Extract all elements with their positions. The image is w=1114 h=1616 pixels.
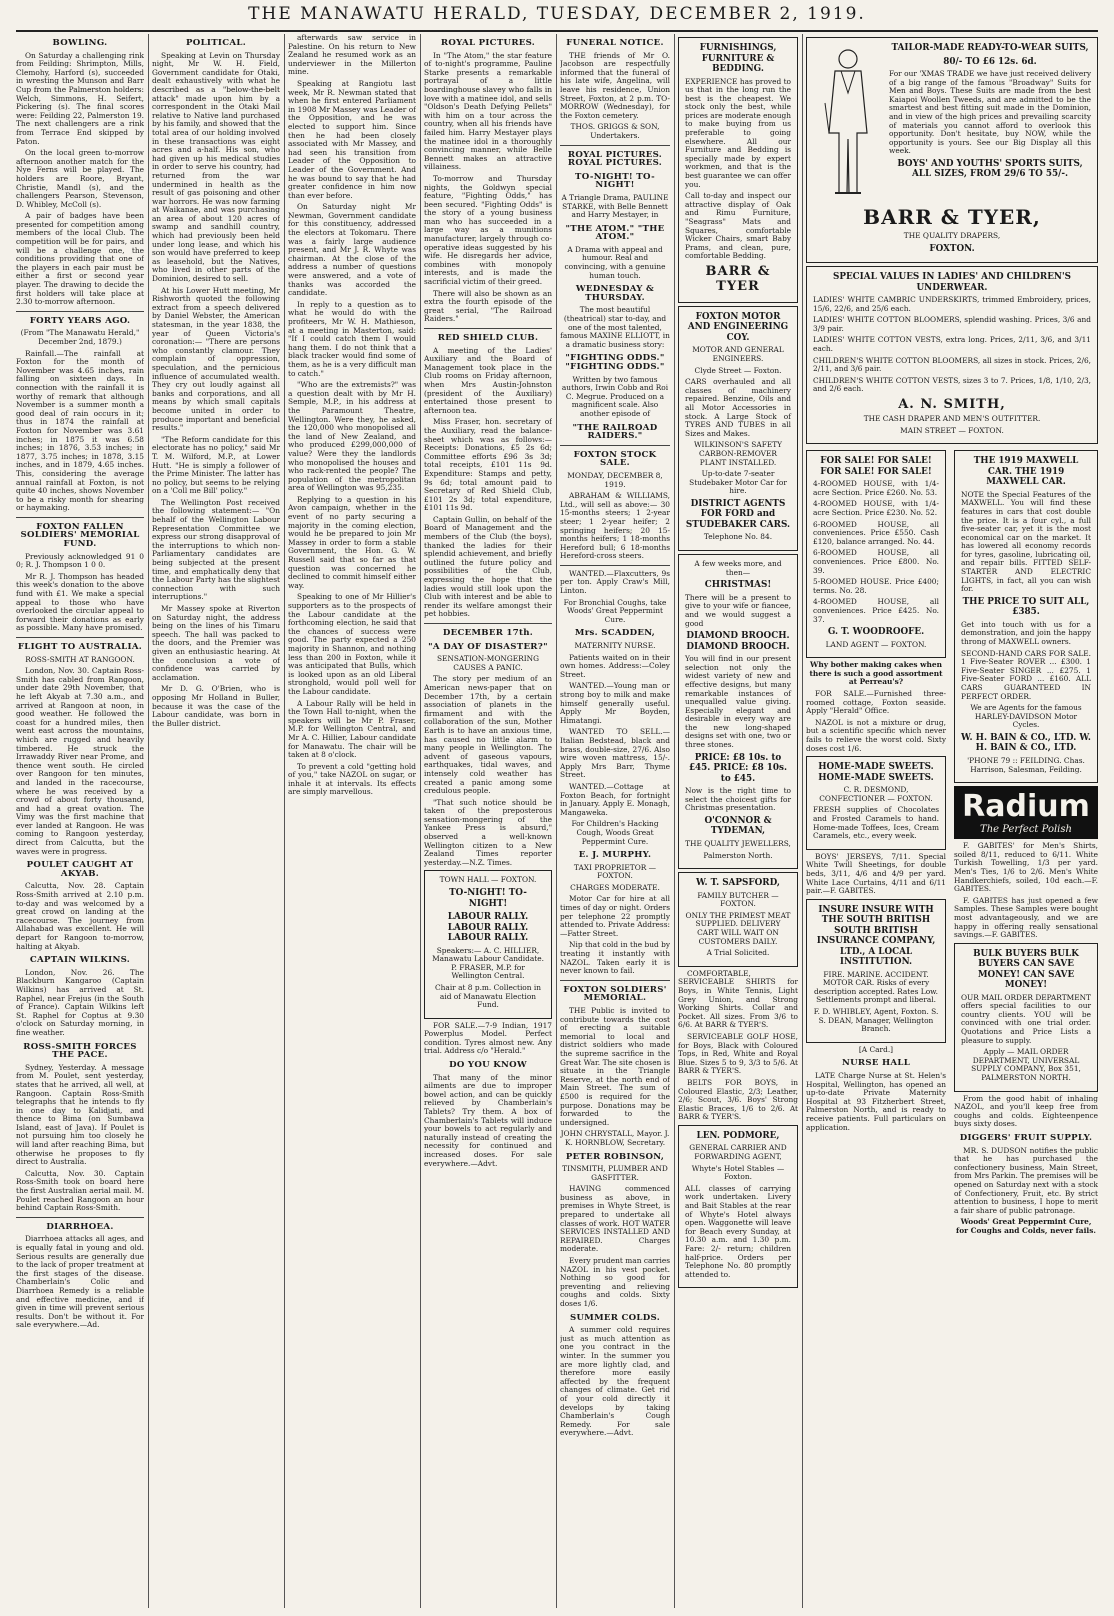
ad-paragraph: LADIES' WHITE COTTON VESTS, extra long. Prices, 2/11, 3/6, and 3/11 each. (813, 335, 1091, 354)
heading-red-shield: RED SHIELD CLUB. (437, 333, 539, 343)
heading-forty-years: FORTY YEARS AGO. (29, 315, 131, 326)
ad-signature: BARR & TYER (705, 263, 771, 294)
divider (16, 637, 144, 638)
ad-line: Up-to-date 7-seater Studebaker Motor Car for hire. (689, 469, 787, 496)
article-paragraph: A Labour Rally will be held in the Town Hall to-night, when the speakers will be Mr P. Fraser, M.P. for Wellington Central, and Mr A. C. Hillier, Labour candidate for Manawatu. The chair will be taken at 8 o'clock. (288, 698, 416, 760)
ad-line: Whyte's Hotel Stables — Foxton. (691, 1163, 785, 1182)
houses-for-sale-ad (806, 450, 946, 658)
article-paragraph: On the local green to-morrow afternoon another match for the Nye Ferns will be played. The holders are Roore, Bryant, Christie, Mandl (s), and the challengers Pearson, Stevenson, D. Whibley, McColl (s). (16, 148, 144, 209)
insurance-ad (806, 899, 946, 1043)
ad-paragraph: LADIES' WHITE COTTON BLOOMERS, splendid washing. Prices, 3/6 and 3/9 pair. (813, 315, 1091, 333)
subheading: SENSATION-MONGERING CAUSES A PANIC. (436, 654, 540, 672)
ad-title: FOXTON MOTOR AND ENGINEERING COY. (687, 311, 789, 343)
ad-title: W. T. SAPSFORD, (696, 878, 780, 889)
heading-robinson: PETER ROBINSON, (565, 1151, 665, 1162)
ad-paragraph: Motor Car for hire at all times of day or night. Orders per telephone 22 promptly attended to. Private Address:—Fatter Street. (560, 894, 670, 938)
divider (16, 517, 144, 518)
subheading: (From "The Manawatu Herald," December 2nd, 1879.) (20, 328, 140, 346)
ad-title: LEN. PODMORE, (696, 1130, 780, 1141)
column-8 (954, 447, 1098, 1238)
masthead-rule (16, 30, 1098, 32)
article-paragraph: Speaking at Rangiotu last week, Mr R. Newman stated that when he first entered Parliament in 1908 Mr Massey was Leader of the Opposition, and he was elected to support him. Since then he had been closely associated with Mr Massey, and had seen his transition from Leader of the Opposition to Leader of the Government. And he was bound to say that he had greater confidence in him now than ever before. (288, 78, 416, 200)
ad-title: DISTRICT AGENTS FOR FORD and STUDEBAKER CARS. (685, 498, 791, 530)
ad-paragraph: 5-ROOMED HOUSE. Price £400; terms. No. 28. (813, 577, 939, 595)
article-paragraph: To prevent a cold "getting hold of you," take NAZOL on sugar, or inhale it at intervals. Its effects are simply marvellous. (288, 761, 416, 797)
classified-ad: WANTED.—Cottage at Foxton Beach, for fortnight in January. Apply E. Monagh, Mangaweka. (560, 781, 670, 817)
ad-signature: A. N. SMITH, (898, 397, 1006, 413)
column-rule (420, 34, 421, 1608)
article-paragraph: Calcutta, Nov. 30. Captain Ross-Smith took on board here the first Australian aerial mail. M. Poulet reached Rangoon an hour behind Captain Ross-Smith. (16, 1168, 144, 1213)
article-paragraph: "That such notice should be taken of the preposterous sensation-mongering of the Yankee Press is absurd," observed a well-known Wellington citizen to a New Zealand Times reporter yesterday.—N.Z. Times. (424, 797, 552, 867)
ad-line: ONLY THE PRIMEST MEAT SUPPLIED. DELIVERY CART WILL WAIT ON CUSTOMERS DAILY. (685, 910, 791, 946)
suited-man-illustration (813, 43, 883, 203)
ad-paragraph: Get into touch with us for a demonstration, and join the happy throng of MAXWELL owners. (961, 619, 1091, 647)
heading-memorial: FOXTON SOLDIERS' MEMORIAL. (563, 984, 667, 1004)
article-paragraph: Captain Gullin, on behalf of the Board of Management and the members of the Club (the boys), thanked the ladies for their splendid achievement, and briefly outlined the future policy and possibilities of the Club, expressing the hope that the ladies would still look upon the Club with interest and be able to render its welfare amongst their pet hobbies. (424, 514, 552, 619)
ad-line: 'PHONE 79 :: FEILDING. Chas. Harrison, Salesman, Feilding. (967, 755, 1085, 774)
ad-title: "THE ATOM." "THE ATOM." (565, 223, 665, 243)
article-paragraph: Mr D. G. O'Brien, who is opposing Mr Holland in Buller, because it was the case of the Labour candidate, was born in the Buller district. (152, 684, 280, 728)
column-5 (560, 34, 670, 1608)
classified-ad: FOR SALE.—Furnished three-roomed cottage, Foxton seaside. Apply "Herald" Office. (806, 689, 946, 716)
ad-paragraph: ABRAHAM & WILLIAMS, Ltd., will sell as above:— 30 15-months steers; 1 2-year steer; 1 2-year heifer; 2 springing heifers; 20 15-months heifers; 1 18-months Hereford bull; 6 18-months Hereford-cross steers. (560, 491, 670, 561)
ad-paragraph: There will be a present to give to your wife or fiancee, and we would suggest a good (685, 592, 791, 628)
bulk-buyers-ad (954, 943, 1098, 1092)
labour-rally-ad (424, 870, 552, 1018)
ad-title: WEDNESDAY & THURSDAY. (575, 284, 655, 303)
heading-diarrhoea: DIARRHOEA. (46, 1221, 114, 1232)
article-paragraph: Previously acknowledged 91 0 0; R. J. Thompson 1 0 0. (16, 551, 144, 570)
heading-scadden: Mrs. SCADDEN, (574, 628, 656, 639)
ad-title: TO-NIGHT! TO-NIGHT! (449, 888, 527, 909)
ad-paragraph: For our 'XMAS TRADE we have just received delivery of a big range of the famous "Broadway" Suits for Men and Boys. These Suits are made from the best Kaiapoi Woollen Tweeds, and are admitted to be the smartest and best fitting suit made in the Dominion, and in view of the high prices and prevailing scarcity of materials you cannot afford to overlook this opportunity. Don't hesitate, buy NOW, while the opportunity is yours. See our Big Display all this week. (889, 69, 1091, 156)
heading-december-17: DECEMBER 17th. (442, 628, 534, 638)
article-paragraph: On Saturday a challenging rink from Feilding: Shrimpton, Mills, Clemohy, Harford (s), succeeded in wresting the Munson and Barr Cup from the Palmerston holders: Welch, Simmons, H. Seifert, Pickering (s). The final scores were: Feilding 22, Palmerston 19. The next challengers are a rink from Terrace End skipped by Paton. (16, 50, 144, 146)
ad-paragraph: ALL classes of carrying work undertaken. Livery and Bait Stables at the rear of Whyte's Hotel always open. Waggonette will leave for Beach every Sunday, at 10.30 a.m. and 1.30 p.m. Fare: 2/- return; children half-price. Orders per Telephone No. 80 promptly attended to. (685, 1183, 791, 1279)
notice-paragraph: THE friends of Mr O. Jacobson are respectfully informed that the funeral of his late wife, Angelina, will leave his residence, Union Street, Foxton, at 2 p.m. TO-MORROW (Wednesday), for the Foxton cemetery. (560, 50, 670, 120)
maxwell-car-ad (954, 450, 1098, 783)
column-4 (424, 34, 552, 1608)
heading-funeral: FUNERAL NOTICE. (566, 38, 664, 48)
article-paragraph: A meeting of the Ladies' Auxiliary and the Board of Management took place in the Club rooms on Friday afternoon, when Mrs Austin-Johnston (president of the Auxiliary) entertained those present to afternoon tea. (424, 345, 552, 415)
classified-ad: Nip that cold in the bud by treating it instantly with NAZOL. Taken early it is never known to fail. (560, 940, 670, 976)
ad-title: FOR SALE! FOR SALE! FOR SALE! FOR SALE! (820, 456, 932, 477)
heading-political: POLITICAL. (186, 38, 246, 48)
article-paragraph: Sydney, Yesterday. A message from M. Poulet, sent yesterday, states that he arrived, all well, at Rangoon. Captain Ross-Smith telegraphs that he intends to fly in one day to Kalidjati, and thence to Bima (on Sumbawa Island, east of Java). If Poulet is not pursuing him too closely he will land after reaching Bima, but otherwise he proposes to fly direct to Australia. (16, 1062, 144, 1167)
column-3 (288, 34, 416, 1608)
subheading: ROSS-SMITH AT RANGOON. (25, 654, 135, 664)
subheading: MATERNITY NURSE. (574, 641, 656, 651)
article-paragraph: Miss Fraser, hon. secretary of the Auxiliary, read the balance-sheet which was as follows:—Receipts: Donations, £5 2s 6d; Committee efforts £96 3s 3d; total receipts, £101 11s 9d. Expenditure: Stamps and petty, 9s 6d; total amount paid to Secretary of Red Shield Club, £101 2s 3d; total expenditure, £101 11s 9d. (424, 417, 552, 513)
heading-do-you-know: DO YOU KNOW (449, 1060, 527, 1071)
heading-day-of-disaster: "A DAY OF DISASTER?" (428, 641, 548, 652)
heading-summer-colds: SUMMER COLDS. (569, 1312, 661, 1323)
heading-bowling: BOWLING. (52, 38, 108, 48)
ad-title: HOME-MADE SWEETS. HOME-MADE SWEETS. (818, 762, 934, 783)
ad-line: A Triangle Drama, PAULINE STARKE, with Belle Bennett and Harry Mestayer, in (561, 192, 669, 220)
ad-signature: W. H. BAIN & CO., LTD. W. H. BAIN & CO., LTD. (961, 732, 1091, 754)
ad-title: THE PRICE TO SUIT ALL, £385. (962, 596, 1090, 618)
ad-line: Clyde Street — Foxton. (694, 365, 782, 375)
heading-nurse-hall: NURSE HALL (841, 1058, 911, 1069)
divider (16, 311, 144, 312)
article-paragraph: The Wellington Post received the following statement:— "On behalf of the Wellington Labour Representation Committee we express our strong disapproval of the interruptions to which non-Parliamentary candidates are being subjected at the present time, and emphatically deny that the Labour Party has the slightest connection with such interruptions." (152, 497, 280, 602)
heading-forces: ROSS-SMITH FORCES THE PACE. (23, 1041, 137, 1061)
ad-paragraph: LATE Charge Nurse at St. Helen's Hospital, Wellington, has opened an up-to-date Private Maternity Hospital at 93 Fitzherbert Street, Palmerston North, and is ready to receive patients. Full particulars on application. (806, 1071, 946, 1132)
ad-line: FOXTON. (929, 243, 975, 254)
ad-line: Chair at 8 p.m. Collection in aid of Manawatu Election Fund. (435, 982, 541, 1010)
classified-ad: From the good habit of inhaling NAZOL, and you'll keep free from coughs and colds. Eighteenpence buys sixty doses. (954, 1093, 1098, 1129)
radium-polish-ad (954, 786, 1098, 839)
ad-title: TAILOR-MADE READY-TO-WEAR SUITS, (891, 43, 1089, 53)
ad-title: DIAMOND BROOCH. DIAMOND BROOCH. (686, 631, 790, 652)
carrier-ad (678, 1125, 798, 1288)
column-2 (152, 34, 280, 1608)
signature: JOHN CHRYSTALL, Mayor. J. K. HORNBLOW, Secretary. (560, 1129, 670, 1147)
signature: THOS. GRIGGS & SON, Undertakers. (570, 122, 660, 140)
ad-line: Written by two famous authors, Irwin Cobb and Roi C. Megrue. Produced on a magnificent scale. Also another episode of (561, 374, 669, 418)
ad-paragraph: You will find in our present selection not only the widest variety of new and effective designs, but many remarkable instances of unequalled value giving. Especially elegant and desirable in every way are the new long-shaped designs set with one, two or three stones. (685, 654, 791, 750)
classified-ad: WANTED.—Young man or strong boy to milk and make himself generally useful. Apply Mr Boyden, Himatangi. (560, 681, 670, 725)
ad-title: PRICE: £8 10s. to £45. PRICE: £8 10s. to £45. (688, 752, 788, 784)
ad-line: MOTOR AND GENERAL ENGINEERS. (692, 345, 784, 364)
divider (560, 980, 670, 981)
article-paragraph: A pair of badges have been presented for competition among members of the local Club. The competition will be for pairs, and will be a challenge one, the conditions providing that one of the players in each pair must be either a first or second year player. The drawing to decide the first holders will take place at 2.30 to-morrow afternoon. (16, 211, 144, 307)
ad-title: TO-NIGHT! TO-NIGHT! (575, 171, 655, 191)
article-paragraph: "The Reform candidate for this electorate has no policy," said Mr T. M. Wilford, M.P., at Lower Hutt. "He is simply a follower of the Prime Minister. The latter has no policy, but seems to be relying on a 'Coll me Bill' policy." (152, 434, 280, 496)
ad-line: MONDAY, DECEMBER 8, 1919. (567, 470, 663, 489)
article-paragraph: There will also be shown as an extra the fourth episode of the great serial, "The Railroad Raiders." (424, 288, 552, 324)
subheading: TAXI PROPRIETOR — FOXTON. (573, 862, 657, 881)
article-paragraph: That many of the minor ailments are due to improper bowel action, and can be quickly relieved by Chamberlain's Tablets? Try them. A box of Chamberlain's Tablets will induce your bowels to act regularly and naturally instead of creating the necessity for continued and increased doses. For sale everywhere.—Advt. (424, 1072, 552, 1168)
ad-price: 80/- TO £6 12s. 6d. (943, 56, 1037, 67)
heading-wilkins: CAPTAIN WILKINS. (29, 955, 131, 966)
classified-ad: NAZOL is not a mixture or drug, but a scientific specific which never fails to relieve the worst cold. Sixty doses cost 1/6. (806, 717, 946, 753)
ad-paragraph: CHILDREN'S WHITE COTTON VESTS, sizes 3 to 7. Prices, 1/8, 1/10, 2/3, and 2/6 each. (813, 375, 1091, 394)
column-rule (556, 34, 557, 1608)
ad-signature: G. T. WOODROOFE. (827, 627, 925, 638)
classified-ad: Woods' Great Peppermint Cure, for Coughs and Colds, never fails. (956, 1217, 1096, 1235)
ad-line: Telephone No. 84. (703, 532, 773, 542)
ad-title: SPECIAL VALUES IN LADIES' AND CHILDREN'S UNDERWEAR. (832, 272, 1071, 293)
classified-ad: COMFORTABLE, SERVICEABLE SHIRTS for Boys, in White Tennis, Light Grey Union, and Strong Working Shirts. Collar and Pocket. All sizes. From 3/6 to 6/6. At BARR & TYER'S. (678, 968, 798, 1030)
butcher-ad (678, 872, 798, 967)
classified-ad: SERVICEABLE GOLF HOSE, for Boys, Black with Coloured Tops, in Red, White and Royal Blue. Sizes 5 to 9, 3/3 to 5/6. At BARR & TYER'S. (678, 1031, 798, 1076)
ad-line: We are Agents for the famous HARLEY-DAVIDSON Motor Cycles. (970, 703, 1082, 730)
classified-ad: F. GABITES has just opened a few Samples. These Samples were bought most advantageously, and we are happy in offering really sensational savings.—F. GABITES. (954, 895, 1098, 940)
article-paragraph: The story per medium of an American news-paper that on December 17th, by a certain association of planets in the firmament and with the collaboration of the sun, Mother Earth is to have an anxious time, has caused no little alarm to many people in Wellington. The advent of gaseous vapours, earthquakes, tidal waves, and intensely cold weather has created a panic among some credulous people. (424, 674, 552, 796)
ad-paragraph: NOTE the Special Features of the MAXWELL. You will find these features in cars that cost double the price. It is a four cyl., a full five-seater car, yet it is the most economical car on the market. It has lowered all economy records for tyres, gasoline, lubricating oil, and repair bills. FITTED SELF-STARTER AND ELECTRIC LIGHTS, in fact, all you can wish for. (961, 489, 1091, 594)
ad-title: THE 1919 MAXWELL CAR. THE 1919 MAXWELL CAR. (973, 456, 1079, 488)
ad-line: WILKINSON'S SAFETY CARBON-REMOVER PLANT INSTALLED. (693, 440, 783, 467)
classified-ad: For Children's Hacking Cough, Woods Great Peppermint Cure. (571, 819, 659, 846)
article-paragraph: Calcutta, Nov. 28. Captain Ross-Smith arrived at 2.10 p.m. to-day and was welcomed by a great crowd on landing at the racecourse. The journey from Allahabad was excellent. He will depart for Rangoon to-morrow, halting at Akyab. (16, 881, 144, 951)
divider (560, 445, 670, 446)
ad-paragraph: CHILDREN'S WHITE COTTON BLOOMERS, all sizes in stock. Prices, 2/6, 2/11, and 3/6 pair. (813, 355, 1091, 374)
ad-paragraph: OUR MAIL ORDER DEPARTMENT offers special facilities to our country clients. YOU will be convinced with one trial order. Quotations and Price Lists a pleasure to supply. (961, 992, 1091, 1045)
ad-line: LAND AGENT — FOXTON. (825, 639, 927, 649)
article-paragraph: Speaking at Levin on Thursday night, Mr W. H. Field, Government candidate for Otaki, dealt exhaustively with what he described as a "below-the-belt attack" made upon him by a correspondent in the Otaki Mail relative to Native land purchased by his family, and showed that the total area of our holding involved in these transactions was eight acres and a-half. His son, who had given up his medical studies in order to serve his country, had returned from the war undermined in health as the result of gas poisoning and other war horrors. He was now farming at Waikanae, and was purchasing an area of about 120 acres of swamp and sandhill country, which had previously been held under long lease, and which his son would have preferred to keep as leasehold, but the Natives, who lived in other parts of the Dominion, desired to sell. (152, 50, 280, 284)
ad-line: A Trial Solicited. (706, 948, 770, 958)
ad-paragraph: SECOND-HAND CARS FOR SALE. 1 Five-Seater ROVER ... £300. 1 Five-Seater SINGER ... £275. 1 Five-Seater FORD ... £160. ALL CARS GUARANTEED IN PERFECT ORDER. (961, 648, 1091, 701)
article-paragraph: To-morrow and Thursday nights, the Goldwyn special feature, "Fighting Odds," has been secured. "Fighting Odds" is the story of a young business man who has succeeded in a large way as a munitions manufacturer, largely through co-operative ideas suggested by his wife. He disregards her advice, combines with monopoly interests, and is made the sacrificial victim of their greed. (424, 173, 552, 287)
divider (424, 328, 552, 329)
ad-line: The most beautiful (theatrical) star to-day, and one of the most talented, famous MAXINE ELLIOTT, in a dramatic business story: (560, 305, 670, 349)
article-paragraph: At his Lower Hutt meeting, Mr Rishworth quoted the following extract from a speech delivered by Daniel Webster, the American statesman, in the year 1838, the year of Queen Victoria's coronation:— "There are persons who constantly clamour. They complain of oppression, speculation, and the pernicious influence of accumulated wealth. They cry out loudly against all banks and corporations, and all means by which small capitals become united in order to produce important and beneficial results." (152, 285, 280, 433)
radium-logo: Radium (962, 789, 1090, 825)
divider (16, 1217, 144, 1218)
article-paragraph: Mr R. J. Thompson has headed this week's donation to the above fund with £1. We make a special appeal to those who have overlooked the circular appeal to forward their donations as early as possible. Many have promised. (16, 571, 144, 633)
column-rule (284, 34, 285, 1608)
underwear-ad (806, 266, 1098, 444)
article-paragraph: afterwards saw service in Palestine. On his return to New Zealand he resumed work as an underviewer in the Millerton mine. (288, 34, 416, 77)
ad-paragraph: 6-ROOMED HOUSE, all conveniences. Price £800. No. 39. (813, 548, 939, 575)
ad-title: CHRISTMAS! (704, 580, 772, 591)
article-paragraph: Speaking to one of Mr Hillier's supporters as to the prospects of the Labour candidate at the forthcoming election, he said that the chances of success were good. The party expected a 250 majority in Shannon, and nothing less than 200 in Foxton, while it was anticipated that Bulls, which is looked upon as an old Liberal stronghold, would poll well for the Labour candidate. (288, 592, 416, 696)
column-rule (148, 34, 149, 1608)
ad-title: "FIGHTING ODDS." "FIGHTING ODDS." (565, 353, 665, 372)
heading-murphy: E. J. MURPHY. (578, 850, 652, 861)
ad-title: BULK BUYERS BULK BUYERS CAN SAVE MONEY! CAN SAVE MONEY! (973, 948, 1079, 991)
column-rule (802, 34, 803, 1608)
article-paragraph: Replying to a question in his Avon campaign, whether in the event of no party securing a majority in the coming election, would he be prepared to join Mr Massey in order to form a stable Government, the Hon. G. W. Russell said that so far as that question was concerned he declined to commit himself either way. (288, 494, 416, 590)
ad-paragraph: CARS overhauled and all classes of machinery repaired. Benzine, Oils and all Motor Accessories in stock. A Large Stock of TYRES AND TUBES in all Sizes and Makes. (685, 377, 791, 438)
ad-paragraph: Now is the right time to select the choicest gifts for Christmas presentation. (685, 786, 791, 813)
sweets-ad (806, 756, 946, 850)
ad-line: TOWN HALL — FOXTON. (439, 875, 537, 885)
article-paragraph: Rainfall.—The rainfall at Foxton for the month of November was 4.65 inches, rain falling on sixteen days. In connection with the rainfall it is worthy of remark that although November is a summer month a good deal of rain occurs in it; thus in 1874 the rainfall at Foxton for November was 3.61 inches; in 1875 it was 6.58 inches; in 1876, 3.53 inches; in 1877, 3.75 inches; in 1878, 3.15 inches, and in 1879, 4.65 inches. This, considering the average annual rainfall at Foxton, is not quite 40 inches, shows November to be a risky month for shearing or haymaking. (16, 348, 144, 513)
heading-royal-pictures: ROYAL PICTURES. (440, 38, 536, 48)
ad-paragraph: MR. S. DUDSON notifies the public that he has purchased the confectionery business, Main Street, from Mrs Parkin. The premises will be opened on Saturday next with a stock of Confectionery, Fruit, etc. By strict attention to business, I hope to merit a fair share of public patronage. (954, 1145, 1098, 1215)
ad-line: THE QUALITY DRAPERS, (903, 231, 1001, 240)
classified-ad: FOR SALE.—7-9 Indian, 1917 Powerplus Model. Perfect condition. Tyres almost new. Any trial. Address c/o "Herald." (424, 1020, 552, 1056)
heading-royal-pictures-ad: ROYAL PICTURES. ROYAL PICTURES. (567, 149, 663, 169)
ad-paragraph: Call to-day and inspect our attractive display of Oak and Rimu Furniture, "Seagrass" Mats and Squares, comfortable Wicker Chairs, smart Baby Prams, and clean, pure, comfortable Bedding. (685, 191, 791, 261)
ad-paragraph: 4-ROOMED HOUSE, with 1/4-acre Section. Price £230. No. 52. (813, 499, 939, 517)
article-paragraph: Diarrhoea attacks all ages, and is equally fatal in young and old. Serious results are generally due to the lack of proper treatment at the first stages of the disease. Chamberlain's Colic and Diarrhoea Remedy is a reliable and effective medicine, and if given in time will prevent serious results. Don't be without it. For sale everywhere.—Ad. (16, 1234, 144, 1330)
divider (560, 145, 670, 146)
ad-paragraph: LADIES' WHITE CAMBRIC UNDERSKIRTS, trimmed Embroidery, prices, 15/6, 22/6, and 25/6 each. (813, 295, 1091, 313)
ad-paragraph: FRESH supplies of Chocolates and Frosted Caramels to hand. Home-made Toffees, Ices, Cream Caramels, etc., every week. (813, 805, 939, 841)
column-7 (806, 447, 946, 1135)
ad-title: O'CONNOR & TYDEMAN, (704, 815, 772, 837)
classified-ad: WANTED TO SELL.—Italian Bedstead, black and brass, double-size, 27/6. Also wire woven mattress, 15/-. Apply Mrs Barr, Thyme Street. (560, 727, 670, 780)
masthead: THE MANAWATU HERALD, TUESDAY, DECEMBER 2, 1919. (248, 4, 866, 24)
ad-line: MAIN STREET — FOXTON. (900, 425, 1004, 435)
heading-poulet: POULET CAUGHT AT AKYAB. (26, 860, 134, 879)
article-paragraph: Mr Massey spoke at Riverton on Saturday night, the address being on the lines of his Timaru speech. The hall was packed to the doors, and the Premier was given an enthusiastic hearing. At the conclusion a vote of confidence was carried by acclamation. (152, 604, 280, 682)
heading-diggers: DIGGERS' FRUIT SUPPLY. (959, 1133, 1093, 1143)
ad-title: BOYS' AND YOUTHS' SPORTS SUITS, ALL SIZES, FROM 29/6 TO 55/-. (897, 158, 1083, 180)
ad-line: Apply — MAIL ORDER DEPARTMENT, UNIVERSAL SUPPLY COMPANY, Box 351, PALMERSTON NORTH. (971, 1047, 1081, 1083)
ad-line: Palmerston North. (703, 850, 773, 860)
notice-paragraph: THE Public is invited to contribute towards the cost of erecting a suitable memorial to local and district soldiers who made the supreme sacrifice in the Great War. The site chosen is situate in the Triangle Reserve, at the north end of Main Street. The sum of £500 is required for the purpose. Donations may be forwarded to the undersigned. (560, 1006, 670, 1127)
classified-ad: For Bronchial Coughs, take Woods' Great Peppermint Cure. (563, 597, 667, 624)
divider (560, 565, 670, 566)
subheading: TINSMITH, PLUMBER AND GASFITTER. (562, 1164, 668, 1182)
ad-line: THE CASH DRAPER AND MEN'S OUTFITTER. (863, 414, 1041, 424)
ad-paragraph: 4-ROOMED HOUSE, all conveniences. Price £425. No. 37. (813, 597, 939, 624)
ad-paragraph: 6-ROOMED HOUSE, all conveniences. Price £550. Cash £120, balance arranged. No. 44. (813, 519, 939, 546)
ad-paragraph: EXPERIENCE has proved to us that in the long run the best is the cheapest. We stock only the best, while prices are moderate enough to make buying from us preferable to going elsewhere. All our Furniture and Bedding is specially made by expert workmen, and that is the best guarantee we can offer you. (685, 76, 791, 189)
heading-flight: FLIGHT TO AUSTRALIA. (17, 642, 143, 652)
classified-ad: [A Card.] (858, 1044, 894, 1054)
furnishings-ad (678, 37, 798, 303)
ad-line: FIRE. MARINE. ACCIDENT. MOTOR CAR. Risks of every description accepted. Rates Low. Settlements prompt and liberal. (814, 969, 938, 1005)
article-paragraph: London, Nov. 30. Captain Ross-Smith has cabled from Rangoon, under date 29th November, that he left Akyab at 7.30 a.m., and arrived at Rangoon at noon, in good weather. He followed the coast for a hundred miles, then went east across the mountains, which are rugged and heavily timbered. He struck the Irrawaddy River near Prome, and thence went south. He circled over Rangoon for ten minutes, and landed in the racecourse, where he was received by a crowd of about forty thousand, and had a great ovation. The Vimy was the first machine that ever landed at Rangoon. He was coming to Rangoon yesterday, direct from Calcutta, but the waves were in progress. (16, 666, 144, 856)
heading-stock-sale: FOXTON STOCK SALE. (573, 449, 657, 469)
classified-ad: F. GABITES' for Men's Shirts, soiled 8/11, reduced to 6/11. White Turkish Towelling, 1/3 per yard. Men's Ties, 1/6 to 2/6. Men's White Handkerchiefs, soiled, 10d each.—F. GABITES. (954, 841, 1098, 894)
ad-line: F. D. WHIBLEY, Agent, Foxton. S. S. DEAN, Manager, Wellington Branch. (813, 1007, 939, 1034)
ad-signature: BARR & TYER, (863, 205, 1041, 229)
classified-ad: BOYS' JERSEYS, 7/11. Special White Twill Sheetings, for double beds, 3/11, 4/6 and 4/9 per yard. White Lace Curtains, 4/11 and 6/11 pair.—F. GABITES. (806, 851, 946, 896)
ad-line: C. R. DESMOND, CONFECTIONER — FOXTON. (819, 785, 933, 803)
ad-line: A Drama with appeal and humour. Real and convincing, with a genuine human touch. (564, 244, 666, 280)
column-6 (678, 34, 798, 1608)
classified-ad: Patients waited on in their own homes. Address:—Coley Street. (560, 652, 670, 679)
article-paragraph: "Who are the extremists?" was a question dealt with by Mr H. Semple, M.P., in his address at the Paramount Theatre, Wellington. Were they, he asked, the 120,000 who monopolised all the land of New Zealand, and who produced £299,000,000 of value? Were they the landlords who monopolised the houses and who rack-rented the people? The population of the metropolitan area of Wellington was 95,235. (288, 380, 416, 493)
ad-line: GENERAL CARRIER AND FORWARDING AGENT, (689, 1143, 787, 1161)
ad-line: FAMILY BUTCHER — FOXTON. (697, 890, 779, 909)
ad-paragraph: 4-ROOMED HOUSE, with 1/4-acre Section. Price £260. No. 53. (813, 479, 939, 497)
ad-line: Speakers:— A. C. HILLIER, Manawatu Labour Candidate. P. FRASER, M.P. for Wellington Central. (432, 945, 544, 981)
article-paragraph: A summer cold requires just as much attention as one you contract in the winter. In the summer you are more lightly clad, and therefore more easily affected by the frequent changes of climate. Get rid of your cold directly it develops by taking Chamberlain's Cough Remedy. For sale everywhere.—Advt. (560, 1325, 670, 1438)
ad-title: LABOUR RALLY. LABOUR RALLY. LABOUR RALLY. (447, 912, 529, 944)
divider (424, 623, 552, 624)
classified-ad: WANTED.—Flaxcutters, 9s per ton. Apply Craw's Mill, Linton. (560, 568, 670, 596)
article-paragraph: In reply to a question as to what he would do with the profiteers, Mr W. H. Mathieson, at a meeting in Masterton, said: "If I could catch them I would hang them. I do not think that a black tracker would find some of them, as he is a very difficult man to catch." (288, 299, 416, 378)
subheading: CHARGES MODERATE. (570, 882, 660, 892)
tailor-ad (806, 37, 1098, 263)
classified-ad: Every prudent man carries NAZOL in his vest pocket. Nothing so good for preventing and relieving coughs and colds. Sixty doses 1/6. (560, 1256, 670, 1308)
column-7-8 (806, 34, 1098, 1608)
ad-title: FURNISHINGS, FURNITURE & BEDDING. (699, 43, 777, 74)
article-paragraph: On Saturday night Mr Newman, Government candidate for this constituency, addressed the electors at Tokomaru. There was a fairly large audience present, and Mr J. R. Whyte was chairman. At the close of the address a number of questions were answered, and a vote of thanks was accorded the candidate. (288, 202, 416, 298)
motor-engineering-ad (678, 306, 798, 551)
heading-fallen-soldiers: FOXTON FALLEN SOLDIERS' MEMORIAL FUND. (20, 521, 140, 550)
ad-line: A few weeks more, and then— (694, 559, 782, 577)
ad-line: THE QUALITY JEWELLERS, (685, 838, 791, 848)
ad-paragraph: HAVING commenced business as above, in premises in Whyte Street, is prepared to undertake all classes of work. HOT WATER SERVICES INSTALLED AND REPAIRED. Charges moderate. (560, 1184, 670, 1254)
classified-ad: BELTS FOR BOYS, in Coloured Elastic, 2/3; Leather, 2/6; Scout, 3/6. Boys' Strong Elastic Braces, 1/6 to 2/6. At BARR & TYER'S. (678, 1077, 798, 1122)
ad-title: INSURE INSURE WITH THE SOUTH BRITISH SOUTH BRITISH INSURANCE COMPANY, LTD., A LOCAL INSTITUTION. (816, 904, 936, 968)
column-1 (16, 34, 144, 1608)
classified-ad: Why bother making cakes when there is such a good assortment at Perreau's? (809, 660, 943, 687)
column-rule (674, 34, 675, 1608)
ad-title: "THE RAILROAD RAIDERS." (572, 422, 658, 442)
christmas-brooch-ad (678, 554, 798, 869)
article-paragraph: In "The Atom," the star feature of to-night's programme, Pauline Starke presents a remarkable portrayal of a little boardinghouse slavey who falls in love with a matinee idol, and sells "Oldson's Death Defying Pellets" with him on a tour across the country, when all his friends have failed him. Harry Mestayer plays the matinee idol in a thoroughly convincing manner, while Belle Bennett makes an attractive villainess. (424, 50, 552, 172)
article-paragraph: London, Nov. 26. The Blackburn Kangaroo (Captain Wilkins) has arrived at St. Raphel, near Frejus (in the South of France). Captain Wilkins left St. Raphel for Coptus at 9.30 o'clock on Saturday morning, in fine weather. (16, 967, 144, 1037)
radium-tagline: The Perfect Polish (980, 824, 1072, 836)
